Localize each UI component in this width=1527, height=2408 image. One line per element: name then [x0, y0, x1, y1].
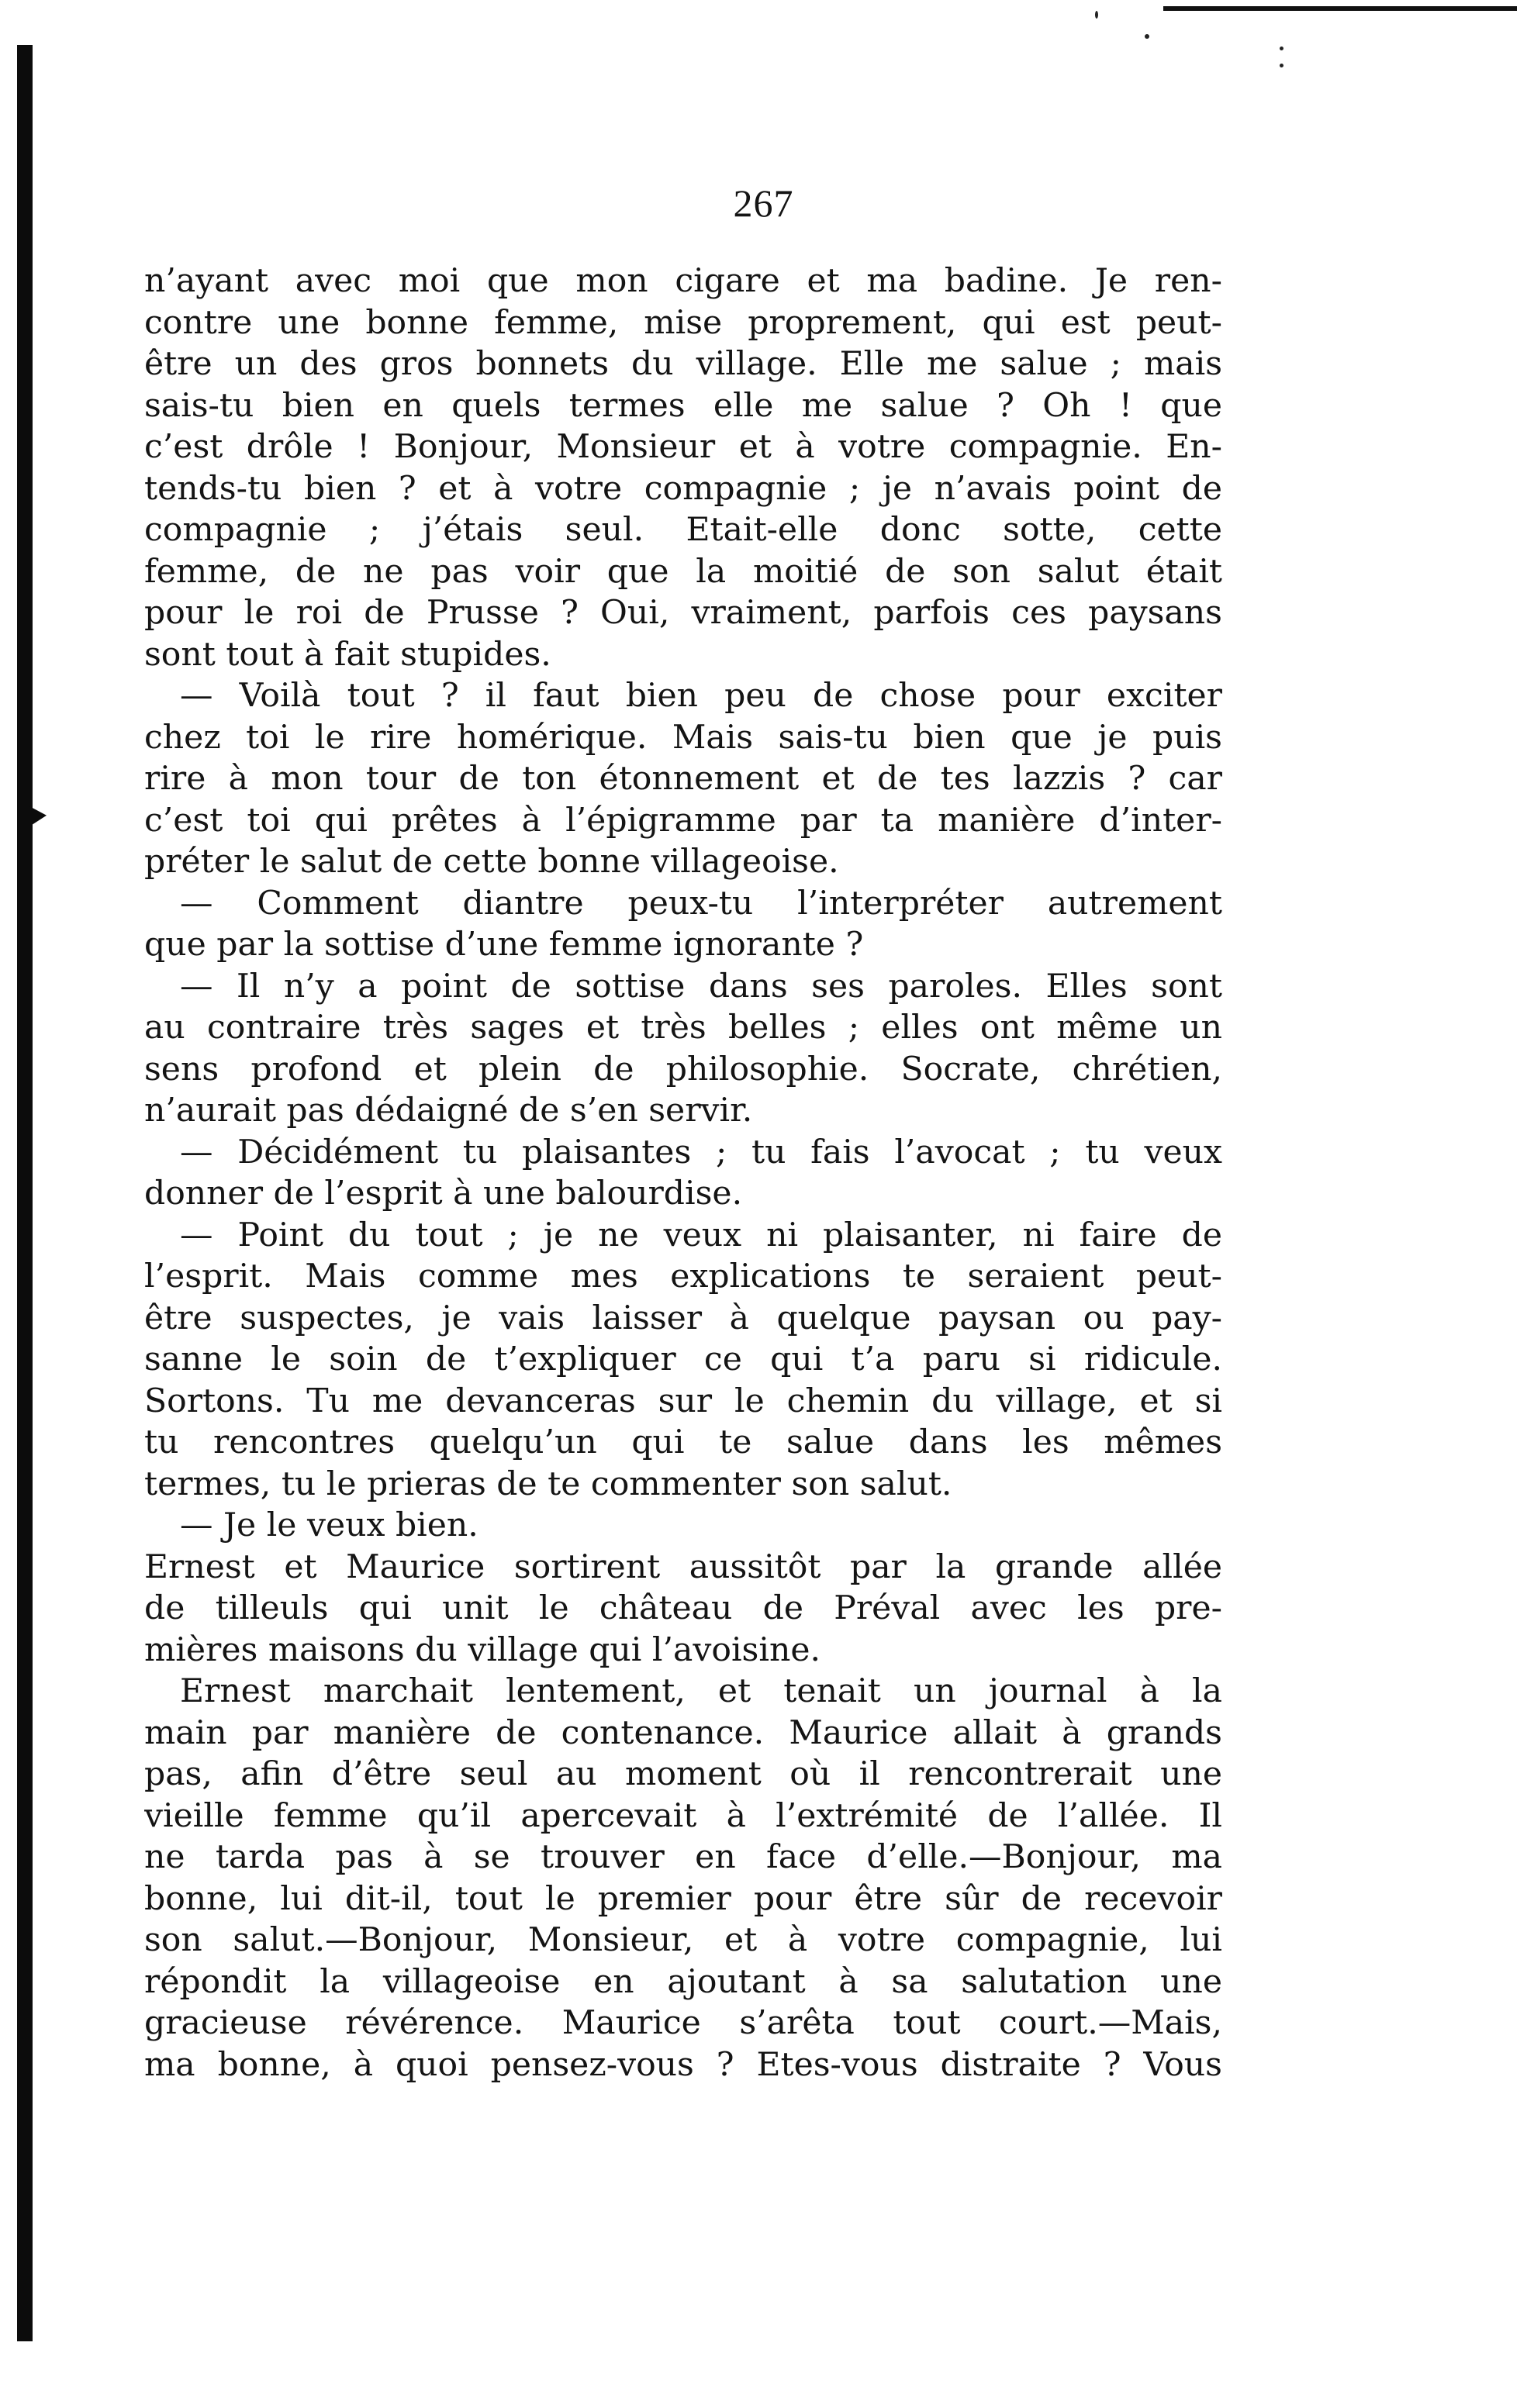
- text-line: ma bonne, à quoi pensez-vous ? Etes-vous distraite ? Vous: [144, 2045, 1222, 2084]
- text-line: tends-tu bien ? et à votre compagnie ; je n’avais point de: [144, 469, 1222, 508]
- text-line: n’ayant avec moi que mon cigare et ma badine. Je ren-: [144, 262, 1222, 300]
- text-line: donner de l’esprit à une balourdise.: [144, 1175, 743, 1213]
- text-line: c’est drôle ! Bonjour, Monsieur et à votre compagnie. En-: [144, 428, 1222, 466]
- body-text: [144, 260, 1222, 2085]
- scan-speck: [1280, 64, 1283, 67]
- text-line: compagnie ; j’étais seul. Etait-elle donc sotte, cette: [144, 511, 1222, 549]
- text-line: préter le salut de cette bonne villageoise.: [144, 843, 839, 881]
- text-line: n’aurait pas dédaigné de s’en servir.: [144, 1092, 753, 1130]
- text-line: sont tout à fait stupides.: [144, 635, 551, 674]
- text-line: rire à mon tour de ton étonnement et de tes lazzis ? car: [144, 760, 1222, 798]
- text-line: sanne le soin de t’expliquer ce qui t’a paru si ridicule.: [144, 1340, 1222, 1378]
- text-line: main par manière de contenance. Maurice allait à grands: [144, 1713, 1222, 1752]
- text-line: — Décidément tu plaisantes ; tu fais l’avocat ; tu veux: [180, 1133, 1222, 1171]
- text-line: — Je le veux bien.: [180, 1506, 478, 1544]
- text-line: sais-tu bien en quels termes elle me salue ? Oh ! que: [144, 386, 1222, 425]
- text-line: que par la sottise d’une femme ignorante ?: [144, 926, 864, 964]
- text-line: au contraire très sages et très belles ; elles ont même un: [144, 1009, 1222, 1047]
- text-line: Ernest et Maurice sortirent aussitôt par la grande allée: [144, 1547, 1222, 1586]
- text-line: répondit la villageoise en ajoutant à sa salutation une: [144, 1962, 1222, 2001]
- scan-speck: [1145, 34, 1149, 39]
- scan-speck: [1095, 11, 1098, 19]
- text-line: vieille femme qu’il apercevait à l’extrémité de l’allée. Il: [144, 1796, 1222, 1835]
- text-line: l’esprit. Mais comme mes explications te seraient peut-: [144, 1257, 1222, 1295]
- text-line: être suspectes, je vais laisser à quelque paysan ou pay-: [144, 1299, 1222, 1337]
- text-line: contre une bonne femme, mise proprement, qui est peut-: [144, 303, 1222, 342]
- text-line: — Point du tout ; je ne veux ni plaisanter, ni faire de: [180, 1216, 1222, 1254]
- text-line: sens profond et plein de philosophie. Socrate, chrétien,: [144, 1050, 1222, 1088]
- text-line: chez toi le rire homérique. Mais sais-tu bien que je puis: [144, 718, 1222, 757]
- text-line: — Voilà tout ? il faut bien peu de chose pour exciter: [180, 677, 1222, 715]
- text-line: bonne, lui dit-il, tout le premier pour être sûr de recevoir: [144, 1879, 1222, 1918]
- text-line: — Il n’y a point de sottise dans ses paroles. Elles sont: [180, 967, 1222, 1006]
- text-line: femme, de ne pas voir que la moitié de son salut était: [144, 552, 1222, 591]
- text-line: être un des gros bonnets du village. Elle me salue ; mais: [144, 345, 1222, 383]
- text-line: gracieuse révérence. Maurice s’arêta tout court.—Mais,: [144, 2004, 1222, 2042]
- text-line: pour le roi de Prusse ? Oui, vraiment, parfois ces paysans: [144, 594, 1222, 632]
- text-line: son salut.—Bonjour, Monsieur, et à votre compagnie, lui: [144, 1921, 1222, 1959]
- text-line: c’est toi qui prêtes à l’épigramme par ta manière d’inter-: [144, 801, 1222, 840]
- page-number: 267: [733, 181, 794, 225]
- text-line: Ernest marchait lentement, et tenait un journal à la: [180, 1672, 1222, 1710]
- binding-edge-rule: [17, 45, 33, 2341]
- binding-edge-notch: [29, 806, 47, 826]
- text-line: pas, afin d’être seul au moment où il rencontrerait une: [144, 1755, 1222, 1793]
- text-line: ne tarda pas à se trouver en face d’elle.—Bonjour, ma: [144, 1838, 1222, 1876]
- top-edge-rule: [1163, 6, 1517, 11]
- text-line: de tilleuls qui unit le château de Préval avec les pre-: [144, 1589, 1222, 1627]
- text-line: Sortons. Tu me devanceras sur le chemin du village, et si: [144, 1382, 1222, 1420]
- scan-speck: [1280, 47, 1283, 50]
- text-line: mières maisons du village qui l’avoisine.: [144, 1630, 821, 1669]
- text-line: tu rencontres quelqu’un qui te salue dans les mêmes: [144, 1423, 1222, 1461]
- text-line: termes, tu le prieras de te commenter son salut.: [144, 1464, 952, 1503]
- text-line: — Comment diantre peux-tu l’interpréter autrement: [180, 884, 1222, 923]
